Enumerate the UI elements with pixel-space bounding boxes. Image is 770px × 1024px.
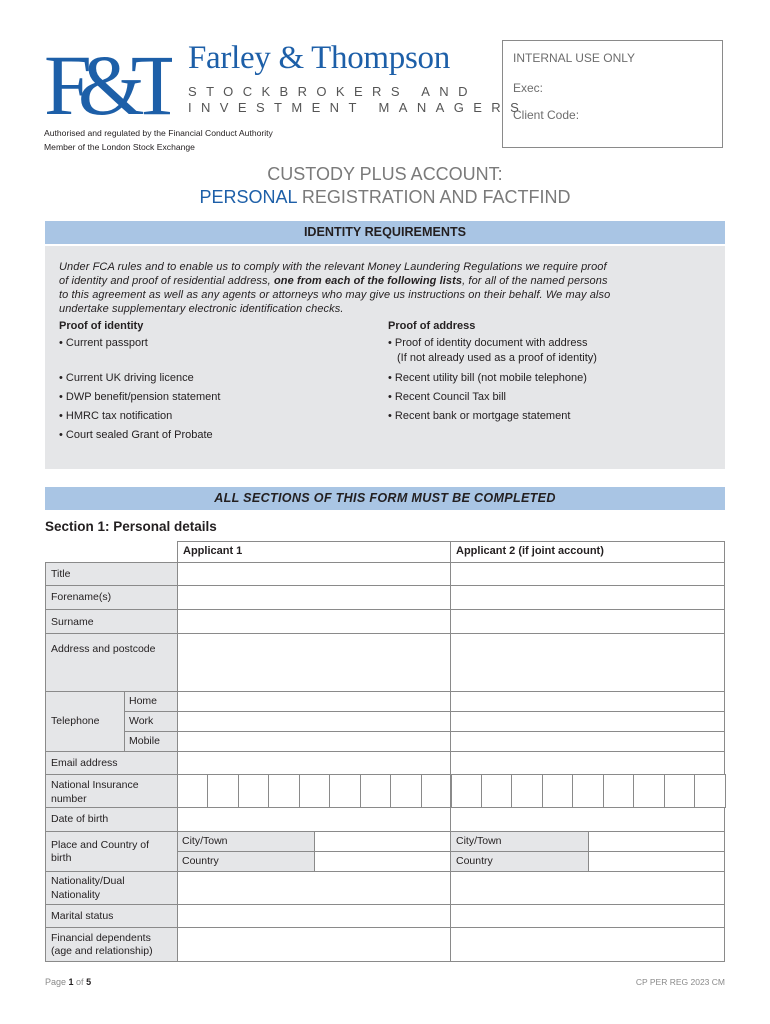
applicant-1-ni-char-box[interactable] [207, 774, 238, 808]
identity-item: • Current UK driving licence [59, 372, 194, 384]
applicant-1-dob-field[interactable] [177, 807, 451, 832]
identity-item: • HMRC tax notification [59, 410, 173, 422]
applicant-1-country-label: Country [182, 855, 219, 867]
document-title-line1: CUSTODY PLUS ACCOUNT: [267, 164, 503, 184]
applicant-1-title-field[interactable] [177, 562, 451, 586]
address-item-note: (If not already used as a proof of identity) [397, 352, 597, 364]
applicant-2-title-field[interactable] [450, 562, 725, 586]
exec-field-label: Exec: [513, 81, 544, 95]
applicant-2-tel-mobile-field[interactable] [450, 731, 725, 752]
applicant-2-country-label: Country [456, 855, 493, 867]
applicant-2-tel-work-field[interactable] [450, 711, 725, 732]
applicant-1-ni-char-box[interactable] [329, 774, 360, 808]
applicant-1-ni-char-box[interactable] [360, 774, 391, 808]
tel-mobile-label: Mobile [129, 735, 160, 747]
pob-label-line1: Place and Country of [51, 839, 150, 851]
identity-item: • DWP benefit/pension statement [59, 391, 221, 403]
applicant-1-dependents-field[interactable] [177, 927, 451, 962]
applicant-2-ni-char-box[interactable] [511, 774, 543, 808]
applicant-2-surname-field[interactable] [450, 609, 725, 634]
dependents-label-line1: Financial dependents [51, 932, 151, 944]
ni-label-line1: National Insurance [51, 779, 139, 791]
applicant-2-email-field[interactable] [450, 751, 725, 775]
applicant-2-city-label: City/Town [456, 835, 502, 847]
applicant-2-ni-char-box[interactable] [542, 774, 574, 808]
applicant-2-country-field[interactable] [588, 851, 725, 872]
applicant-1-ni-char-box[interactable] [421, 774, 452, 808]
applicant-2-header-label: Applicant 2 (if joint account) [456, 545, 604, 557]
company-tagline-1: STOCKBROKERS AND [188, 84, 477, 99]
applicant-1-country-field[interactable] [314, 851, 451, 872]
intro-line-3: to this agreement as well as any agents or attorneys who may give us instructions on their behalf. We may also [59, 289, 611, 301]
applicant-1-surname-field[interactable] [177, 609, 451, 634]
section-1-title: Section 1: Personal details [45, 519, 217, 534]
applicant-1-ni-char-box[interactable] [238, 774, 269, 808]
exchange-membership: Member of the London Stock Exchange [44, 142, 195, 152]
applicant-2-dob-field[interactable] [450, 807, 725, 832]
applicant-1-ni-char-box[interactable] [390, 774, 421, 808]
telephone-label: Telephone [51, 715, 100, 727]
tel-home-label: Home [129, 695, 158, 707]
company-name: Farley & Thompson [188, 40, 450, 76]
logo-text: F&T [44, 40, 170, 132]
applicant-2-ni-char-box[interactable] [694, 774, 726, 808]
identity-item: • Current passport [59, 337, 148, 349]
page-indicator [45, 977, 91, 987]
address-item: • Proof of identity document with address [388, 337, 588, 349]
applicant-2-ni-char-box[interactable] [603, 774, 635, 808]
applicant-2-ni-char-box[interactable] [450, 774, 482, 808]
applicant-1-ni-char-box[interactable] [268, 774, 299, 808]
internal-use-box [502, 40, 723, 148]
applicant-2-ni-char-box[interactable] [633, 774, 665, 808]
ni-label-line2: number [51, 793, 87, 805]
personal-details-table [45, 541, 725, 962]
applicant-1-ni-char-box[interactable] [299, 774, 330, 808]
title-accent: PERSONAL [199, 187, 297, 207]
intro-emphasis: one from each of the following lists [273, 275, 463, 287]
applicant-1-forenames-field[interactable] [177, 585, 451, 610]
address-item: • Recent utility bill (not mobile telephone) [388, 372, 587, 384]
company-tagline-2: INVESTMENT MANAGERS [188, 100, 529, 115]
page-total: 5 [86, 977, 92, 987]
applicant-1-nationality-field[interactable] [177, 871, 451, 905]
address-item: • Recent Council Tax bill [388, 391, 506, 403]
title-rest: REGISTRATION AND FACTFIND [296, 187, 571, 207]
applicant-1-tel-work-field[interactable] [177, 711, 451, 732]
page-prefix: Page [45, 977, 69, 987]
forenames-label: Forename(s) [51, 591, 112, 603]
proof-of-address-heading: Proof of address [388, 320, 476, 332]
intro-text: , for all of the named persons [462, 275, 608, 287]
applicant-1-address-field[interactable] [177, 633, 451, 692]
intro-line-2 [59, 275, 608, 287]
applicant-2-tel-home-field[interactable] [450, 691, 725, 712]
address-item: • Recent bank or mortgage statement [388, 410, 571, 422]
applicant-2-ni-char-box[interactable] [481, 774, 513, 808]
applicant-1-header-label: Applicant 1 [183, 545, 243, 557]
pob-label-line2: birth [51, 852, 72, 864]
applicant-2-city-field[interactable] [588, 831, 725, 852]
applicant-2-marital-field[interactable] [450, 904, 725, 928]
applicant-1-marital-field[interactable] [177, 904, 451, 928]
applicant-1-city-field[interactable] [314, 831, 451, 852]
internal-use-title: INTERNAL USE ONLY [513, 51, 636, 65]
proof-of-identity-heading: Proof of identity [59, 320, 144, 332]
document-title-line2 [0, 187, 770, 208]
dependents-label-line2: (age and relationship) [51, 945, 153, 957]
email-label: Email address [51, 757, 118, 769]
applicant-2-nationality-field[interactable] [450, 871, 725, 905]
page-of: of [73, 977, 87, 987]
applicant-1-city-label: City/Town [182, 835, 228, 847]
applicant-2-address-field[interactable] [450, 633, 725, 692]
company-logo [44, 40, 172, 132]
page-number: 1 [68, 977, 74, 987]
applicant-1-tel-mobile-field[interactable] [177, 731, 451, 752]
identity-item: • Court sealed Grant of Probate [59, 429, 213, 441]
regulation-statement: Authorised and regulated by the Financial Conduct Authority [44, 128, 273, 138]
surname-label: Surname [51, 616, 94, 628]
applicant-1-ni-char-box[interactable] [177, 774, 208, 808]
address-label-cell [45, 633, 178, 692]
title-label: Title [51, 568, 71, 580]
applicant-2-ni-char-box[interactable] [572, 774, 604, 808]
form-reference: CP PER REG 2023 CM [635, 977, 725, 987]
identity-requirements-heading: IDENTITY REQUIREMENTS [45, 221, 725, 244]
intro-line-4: undertake supplementary electronic identification checks. [59, 303, 344, 315]
intro-text: of identity and proof of residential address, [59, 275, 274, 287]
applicant-2-ni-char-box[interactable] [664, 774, 696, 808]
applicant-2-dependents-field[interactable] [450, 927, 725, 962]
applicant-2-forenames-field[interactable] [450, 585, 725, 610]
tel-work-label: Work [129, 715, 154, 727]
address-label: Address and postcode [51, 643, 156, 655]
marital-label: Marital status [51, 910, 114, 922]
nationality-label-line2: Nationality [51, 889, 101, 901]
dob-label: Date of birth [51, 813, 109, 825]
applicant-1-email-field[interactable] [177, 751, 451, 775]
completion-notice: ALL SECTIONS OF THIS FORM MUST BE COMPLETED [45, 487, 725, 510]
applicant-1-tel-home-field[interactable] [177, 691, 451, 712]
nationality-label-line1: Nationality/Dual [51, 875, 125, 887]
intro-line-1: Under FCA rules and to enable us to comply with the relevant Money Laundering Regulations we require proof [59, 261, 607, 273]
client-code-label: Client Code: [513, 108, 580, 122]
